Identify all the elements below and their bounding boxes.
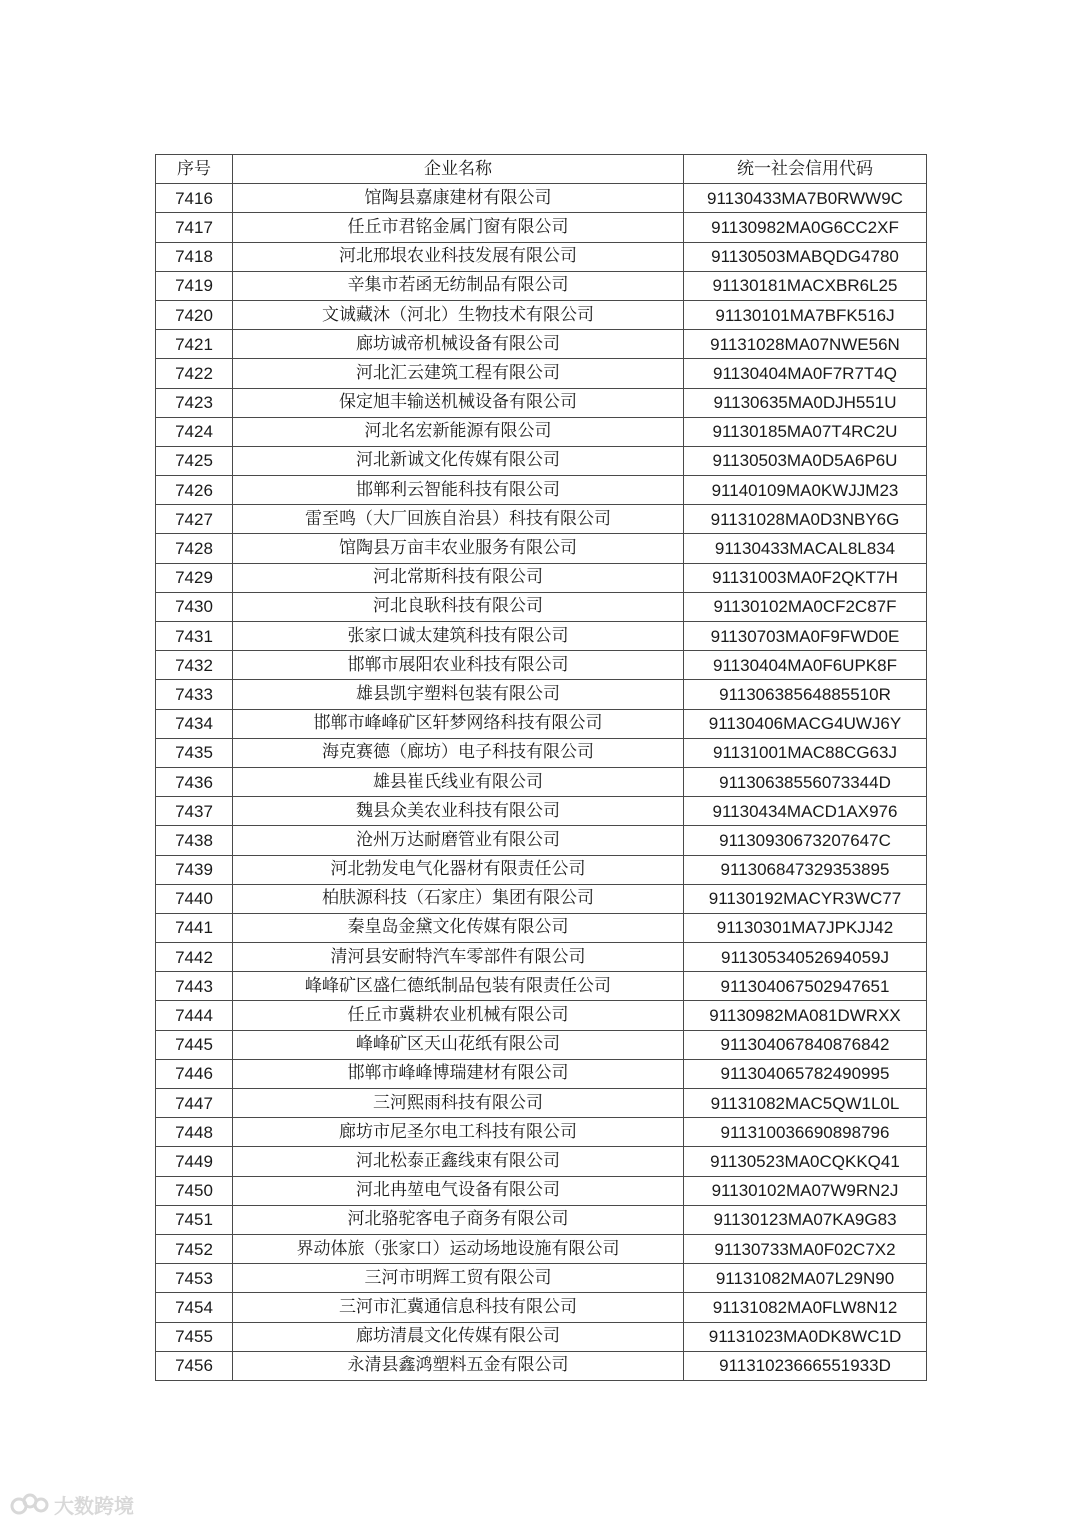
row-credit-code: 911306847329353895 — [684, 855, 927, 884]
row-credit-code: 91130404MA0F6UPK8F — [684, 651, 927, 680]
row-company-name: 柏肤源科技（石家庄）集团有限公司 — [233, 884, 684, 913]
row-company-name: 峰峰矿区天山花纸有限公司 — [233, 1030, 684, 1059]
row-company-name: 廊坊诚帝机械设备有限公司 — [233, 330, 684, 359]
row-credit-code: 91130406MACG4UWJ6Y — [684, 709, 927, 738]
row-seq: 7438 — [156, 826, 233, 855]
row-seq: 7420 — [156, 300, 233, 329]
table-row — [156, 972, 927, 1001]
row-seq: 7444 — [156, 1001, 233, 1030]
row-credit-code: 91131082MAC5QW1L0L — [684, 1089, 927, 1118]
row-credit-code: 91130433MA7B0RWW9C — [684, 184, 927, 213]
row-seq: 7419 — [156, 271, 233, 300]
row-seq: 7430 — [156, 592, 233, 621]
row-credit-code: 911304067840876842 — [684, 1030, 927, 1059]
watermark-text: 大数跨境 — [54, 1494, 134, 1518]
row-seq: 7421 — [156, 330, 233, 359]
row-company-name: 河北松泰正鑫线束有限公司 — [233, 1147, 684, 1176]
row-company-name: 任丘市冀耕农业机械有限公司 — [233, 1001, 684, 1030]
row-credit-code: 91130434MACD1AX976 — [684, 797, 927, 826]
row-credit-code: 91130433MACAL8L834 — [684, 534, 927, 563]
table-row — [156, 797, 927, 826]
table-row — [156, 767, 927, 796]
table-row — [156, 855, 927, 884]
row-company-name: 馆陶县万亩丰农业服务有限公司 — [233, 534, 684, 563]
header-seq: 序号 — [156, 155, 233, 184]
row-seq: 7455 — [156, 1322, 233, 1351]
row-credit-code: 91131023666551933D — [684, 1351, 927, 1380]
row-credit-code: 91130181MACXBR6L25 — [684, 271, 927, 300]
row-company-name: 秦皇岛金黛文化传媒有限公司 — [233, 913, 684, 942]
row-credit-code: 91130123MA07KA9G83 — [684, 1205, 927, 1234]
row-credit-code: 91130192MACYR3WC77 — [684, 884, 927, 913]
row-seq: 7449 — [156, 1147, 233, 1176]
table-row — [156, 213, 927, 242]
row-credit-code: 91130982MA081DWRXX — [684, 1001, 927, 1030]
table-row — [156, 1089, 927, 1118]
row-company-name: 河北冉堃电气设备有限公司 — [233, 1176, 684, 1205]
row-company-name: 魏县众美农业科技有限公司 — [233, 797, 684, 826]
table-row — [156, 388, 927, 417]
row-company-name: 辛集市若函无纺制品有限公司 — [233, 271, 684, 300]
table-row — [156, 534, 927, 563]
table-row — [156, 330, 927, 359]
row-seq: 7448 — [156, 1118, 233, 1147]
row-company-name: 河北常斯科技有限公司 — [233, 563, 684, 592]
row-company-name: 河北汇云建筑工程有限公司 — [233, 359, 684, 388]
row-company-name: 邯郸市展阳农业科技有限公司 — [233, 651, 684, 680]
table-body — [156, 184, 927, 1381]
row-credit-code: 91131082MA07L29N90 — [684, 1264, 927, 1293]
watermark — [10, 1490, 134, 1519]
row-credit-code: 911304065782490995 — [684, 1059, 927, 1088]
table-row — [156, 271, 927, 300]
row-company-name: 任丘市君铭金属门窗有限公司 — [233, 213, 684, 242]
row-credit-code: 91130101MA7BFK516J — [684, 300, 927, 329]
table-row — [156, 709, 927, 738]
row-company-name: 河北勃发电气化器材有限责任公司 — [233, 855, 684, 884]
table-row — [156, 505, 927, 534]
row-seq: 7453 — [156, 1264, 233, 1293]
row-seq: 7434 — [156, 709, 233, 738]
table-row — [156, 592, 927, 621]
row-credit-code: 91130733MA0F02C7X2 — [684, 1234, 927, 1263]
table-row — [156, 1234, 927, 1263]
row-seq: 7416 — [156, 184, 233, 213]
company-table — [155, 154, 927, 1381]
row-seq: 7433 — [156, 680, 233, 709]
row-credit-code: 91130534052694059J — [684, 943, 927, 972]
row-company-name: 三河市明辉工贸有限公司 — [233, 1264, 684, 1293]
table-row — [156, 1059, 927, 1088]
table-row — [156, 300, 927, 329]
table-row — [156, 1118, 927, 1147]
row-company-name: 河北新诚文化传媒有限公司 — [233, 446, 684, 475]
row-credit-code: 91140109MA0KWJJM23 — [684, 476, 927, 505]
row-seq: 7429 — [156, 563, 233, 592]
row-seq: 7456 — [156, 1351, 233, 1380]
row-credit-code: 91131001MAC88CG63J — [684, 738, 927, 767]
row-seq: 7452 — [156, 1234, 233, 1263]
row-company-name: 三河熙雨科技有限公司 — [233, 1089, 684, 1118]
row-company-name: 界动体旅（张家口）运动场地设施有限公司 — [233, 1234, 684, 1263]
table-row — [156, 651, 927, 680]
row-company-name: 沧州万达耐磨管业有限公司 — [233, 826, 684, 855]
row-seq: 7422 — [156, 359, 233, 388]
table-row — [156, 913, 927, 942]
row-credit-code: 91130102MA0CF2C87F — [684, 592, 927, 621]
row-credit-code: 91131028MA0D3NBY6G — [684, 505, 927, 534]
row-seq: 7440 — [156, 884, 233, 913]
table-row — [156, 1176, 927, 1205]
row-seq: 7436 — [156, 767, 233, 796]
row-seq: 7435 — [156, 738, 233, 767]
row-company-name: 海克赛德（廊坊）电子科技有限公司 — [233, 738, 684, 767]
row-seq: 7443 — [156, 972, 233, 1001]
table-row — [156, 1322, 927, 1351]
row-credit-code: 91130503MA0D5A6P6U — [684, 446, 927, 475]
row-company-name: 清河县安耐特汽车零部件有限公司 — [233, 943, 684, 972]
row-credit-code: 91130635MA0DJH551U — [684, 388, 927, 417]
header-company-name: 企业名称 — [233, 155, 684, 184]
table-row — [156, 680, 927, 709]
row-credit-code: 91130185MA07T4RC2U — [684, 417, 927, 446]
row-company-name: 邯郸市峰峰矿区轩梦网络科技有限公司 — [233, 709, 684, 738]
row-company-name: 雄县崔氏线业有限公司 — [233, 767, 684, 796]
row-company-name: 永清县鑫鸿塑料五金有限公司 — [233, 1351, 684, 1380]
row-seq: 7451 — [156, 1205, 233, 1234]
brand-logo-icon — [10, 1492, 50, 1518]
row-seq: 7417 — [156, 213, 233, 242]
row-company-name: 文诚藏沐（河北）生物技术有限公司 — [233, 300, 684, 329]
row-credit-code: 91130102MA07W9RN2J — [684, 1176, 927, 1205]
row-credit-code: 91130523MA0CQKKQ41 — [684, 1147, 927, 1176]
table-row — [156, 476, 927, 505]
row-credit-code: 91131003MA0F2QKT7H — [684, 563, 927, 592]
row-credit-code: 91131028MA07NWE56N — [684, 330, 927, 359]
row-credit-code: 91130301MA7JPKJJ42 — [684, 913, 927, 942]
row-seq: 7423 — [156, 388, 233, 417]
row-company-name: 峰峰矿区盛仁德纸制品包装有限责任公司 — [233, 972, 684, 1001]
row-credit-code: 91130703MA0F9FWD0E — [684, 622, 927, 651]
table-row — [156, 738, 927, 767]
row-company-name: 雷至鸣（大厂回族自治县）科技有限公司 — [233, 505, 684, 534]
header-credit-code: 统一社会信用代码 — [684, 155, 927, 184]
table-row — [156, 943, 927, 972]
row-credit-code: 91130503MABQDG4780 — [684, 242, 927, 271]
row-company-name: 廊坊清晨文化传媒有限公司 — [233, 1322, 684, 1351]
row-company-name: 张家口诚太建筑科技有限公司 — [233, 622, 684, 651]
row-seq: 7418 — [156, 242, 233, 271]
row-company-name: 邯郸利云智能科技有限公司 — [233, 476, 684, 505]
row-credit-code: 91130404MA0F7R7T4Q — [684, 359, 927, 388]
row-credit-code: 911310036690898796 — [684, 1118, 927, 1147]
row-credit-code: 91130930673207647C — [684, 826, 927, 855]
table-row — [156, 622, 927, 651]
table-row — [156, 1351, 927, 1380]
row-seq: 7425 — [156, 446, 233, 475]
row-seq: 7426 — [156, 476, 233, 505]
row-seq: 7439 — [156, 855, 233, 884]
table-header-row — [156, 155, 927, 184]
row-company-name: 河北名宏新能源有限公司 — [233, 417, 684, 446]
table-row — [156, 884, 927, 913]
row-company-name: 河北良耿科技有限公司 — [233, 592, 684, 621]
row-credit-code: 91130638564885510R — [684, 680, 927, 709]
table-row — [156, 417, 927, 446]
table-row — [156, 1001, 927, 1030]
row-company-name: 河北骆驼客电子商务有限公司 — [233, 1205, 684, 1234]
row-seq: 7454 — [156, 1293, 233, 1322]
table-row — [156, 563, 927, 592]
row-seq: 7437 — [156, 797, 233, 826]
row-company-name: 馆陶县嘉康建材有限公司 — [233, 184, 684, 213]
row-company-name: 保定旭丰输送机械设备有限公司 — [233, 388, 684, 417]
row-credit-code: 91130638556073344D — [684, 767, 927, 796]
row-company-name: 雄县凯宇塑料包装有限公司 — [233, 680, 684, 709]
row-credit-code: 91131082MA0FLW8N12 — [684, 1293, 927, 1322]
table-row — [156, 1293, 927, 1322]
row-company-name: 廊坊市尼圣尔电工科技有限公司 — [233, 1118, 684, 1147]
row-seq: 7442 — [156, 943, 233, 972]
row-seq: 7450 — [156, 1176, 233, 1205]
row-seq: 7445 — [156, 1030, 233, 1059]
table-row — [156, 826, 927, 855]
row-seq: 7427 — [156, 505, 233, 534]
table-row — [156, 1205, 927, 1234]
row-seq: 7446 — [156, 1059, 233, 1088]
row-seq: 7447 — [156, 1089, 233, 1118]
row-company-name: 河北邢垠农业科技发展有限公司 — [233, 242, 684, 271]
table-row — [156, 184, 927, 213]
row-credit-code: 91131023MA0DK8WC1D — [684, 1322, 927, 1351]
table-row — [156, 242, 927, 271]
row-seq: 7428 — [156, 534, 233, 563]
row-company-name: 三河市汇冀通信息科技有限公司 — [233, 1293, 684, 1322]
row-seq: 7424 — [156, 417, 233, 446]
table-row — [156, 1264, 927, 1293]
table-row — [156, 446, 927, 475]
row-seq: 7431 — [156, 622, 233, 651]
row-company-name: 邯郸市峰峰博瑞建材有限公司 — [233, 1059, 684, 1088]
table-row — [156, 1030, 927, 1059]
table-row — [156, 1147, 927, 1176]
row-credit-code: 91130982MA0G6CC2XF — [684, 213, 927, 242]
row-seq: 7441 — [156, 913, 233, 942]
row-seq: 7432 — [156, 651, 233, 680]
table-row — [156, 359, 927, 388]
row-credit-code: 911304067502947651 — [684, 972, 927, 1001]
